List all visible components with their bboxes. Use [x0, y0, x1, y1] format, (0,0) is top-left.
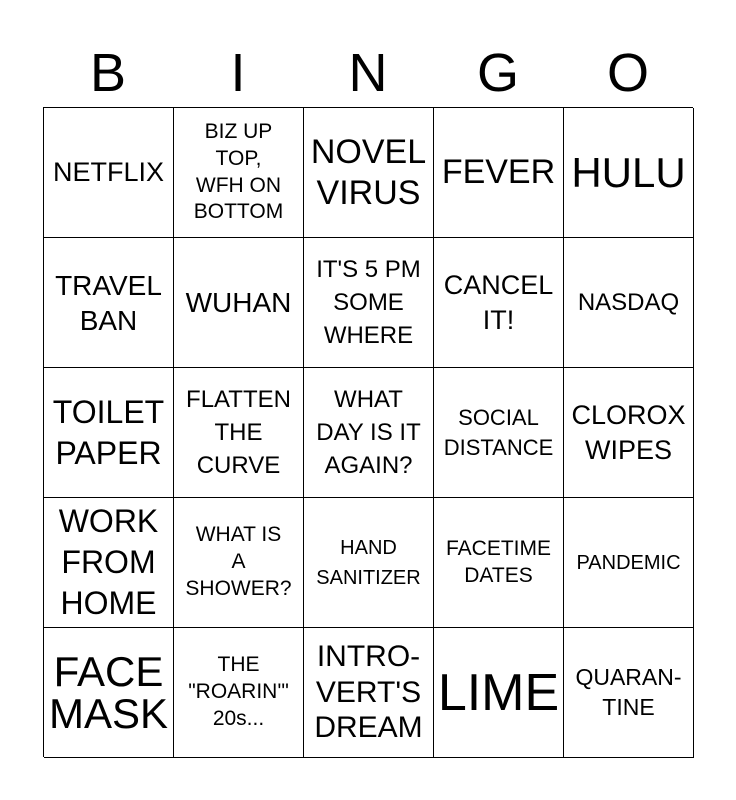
bingo-cell-hulu[interactable] — [564, 108, 694, 238]
cell-text: WHAT IS A SHOWER? — [185, 523, 292, 600]
bingo-cell-introverts-dream[interactable] — [304, 628, 434, 758]
cell-text: FACE MASK — [48, 647, 169, 737]
cell-text: IT'S 5 PM SOME WHERE — [316, 255, 421, 350]
header-letter-g: G — [476, 43, 519, 103]
cell-text: NOVEL VIRUS — [310, 132, 427, 212]
bingo-cell-facetime-dates[interactable] — [434, 498, 564, 628]
header-letter-b: B — [89, 43, 127, 103]
bingo-cell-quarantine[interactable] — [564, 628, 694, 758]
cell-text: QUARAN- TINE — [575, 663, 682, 720]
header-letter-i: I — [230, 43, 246, 103]
cell-text: WORK FROM HOME — [58, 503, 159, 621]
bingo-cell-toilet-paper[interactable] — [44, 368, 174, 498]
cell-text: FEVER — [441, 153, 556, 192]
bingo-cell-what-is-a-shower[interactable] — [174, 498, 304, 628]
bingo-cell-face-mask[interactable] — [44, 628, 174, 758]
cell-text: CANCEL IT! — [443, 269, 554, 335]
cell-text: FACETIME DATES — [445, 536, 551, 587]
cell-text: CLOROX WIPES — [571, 399, 686, 465]
bingo-cell-what-day-is-it[interactable] — [304, 368, 434, 498]
bingo-cell-nasdaq[interactable] — [564, 238, 694, 368]
cell-text: HULU — [571, 148, 686, 196]
cell-text: NETFLIX — [52, 157, 165, 188]
bingo-cell-wuhan[interactable] — [174, 238, 304, 368]
header-letter-n: N — [348, 43, 388, 103]
cell-text: WUHAN — [185, 287, 292, 318]
cell-text: BIZ UP TOP, WFH ON BOTTOM — [193, 119, 284, 224]
bingo-cell-biz-up-top[interactable] — [174, 108, 304, 238]
bingo-cell-pandemic[interactable] — [564, 498, 694, 628]
cell-text: FLATTEN THE CURVE — [186, 385, 291, 480]
bingo-board — [43, 107, 693, 757]
cell-text: THE "ROARIN'" 20s... — [188, 653, 289, 730]
bingo-cell-clorox-wipes[interactable] — [564, 368, 694, 498]
cell-text: TRAVEL BAN — [55, 269, 162, 336]
bingo-cell-roarin-20s[interactable] — [174, 628, 304, 758]
bingo-cell-cancel-it[interactable] — [434, 238, 564, 368]
bingo-cell-lime[interactable] — [434, 628, 564, 758]
bingo-cell-work-from-home[interactable] — [44, 498, 174, 628]
cell-text: SOCIAL DISTANCE — [443, 405, 554, 460]
bingo-cell-its-5-pm[interactable] — [304, 238, 434, 368]
bingo-cell-social-distance[interactable] — [434, 368, 564, 498]
cell-text: LIME — [437, 663, 560, 722]
cell-text: PANDEMIC — [576, 551, 681, 574]
bingo-header — [43, 38, 693, 108]
cell-text: NASDAQ — [577, 288, 680, 316]
bingo-cell-travel-ban[interactable] — [44, 238, 174, 368]
cell-text: HAND SANITIZER — [316, 536, 421, 589]
cell-text: WHAT DAY IS IT AGAIN? — [316, 385, 421, 480]
bingo-cell-fever[interactable] — [434, 108, 564, 238]
bingo-cell-flatten-the-curve[interactable] — [174, 368, 304, 498]
cell-text: TOILET PAPER — [52, 393, 165, 471]
cell-text: INTRO- VERT'S DREAM — [314, 640, 423, 745]
bingo-cell-novel-virus[interactable] — [304, 108, 434, 238]
bingo-cell-hand-sanitizer[interactable] — [304, 498, 434, 628]
header-letter-o: O — [606, 43, 649, 103]
bingo-cell-netflix[interactable] — [44, 108, 174, 238]
